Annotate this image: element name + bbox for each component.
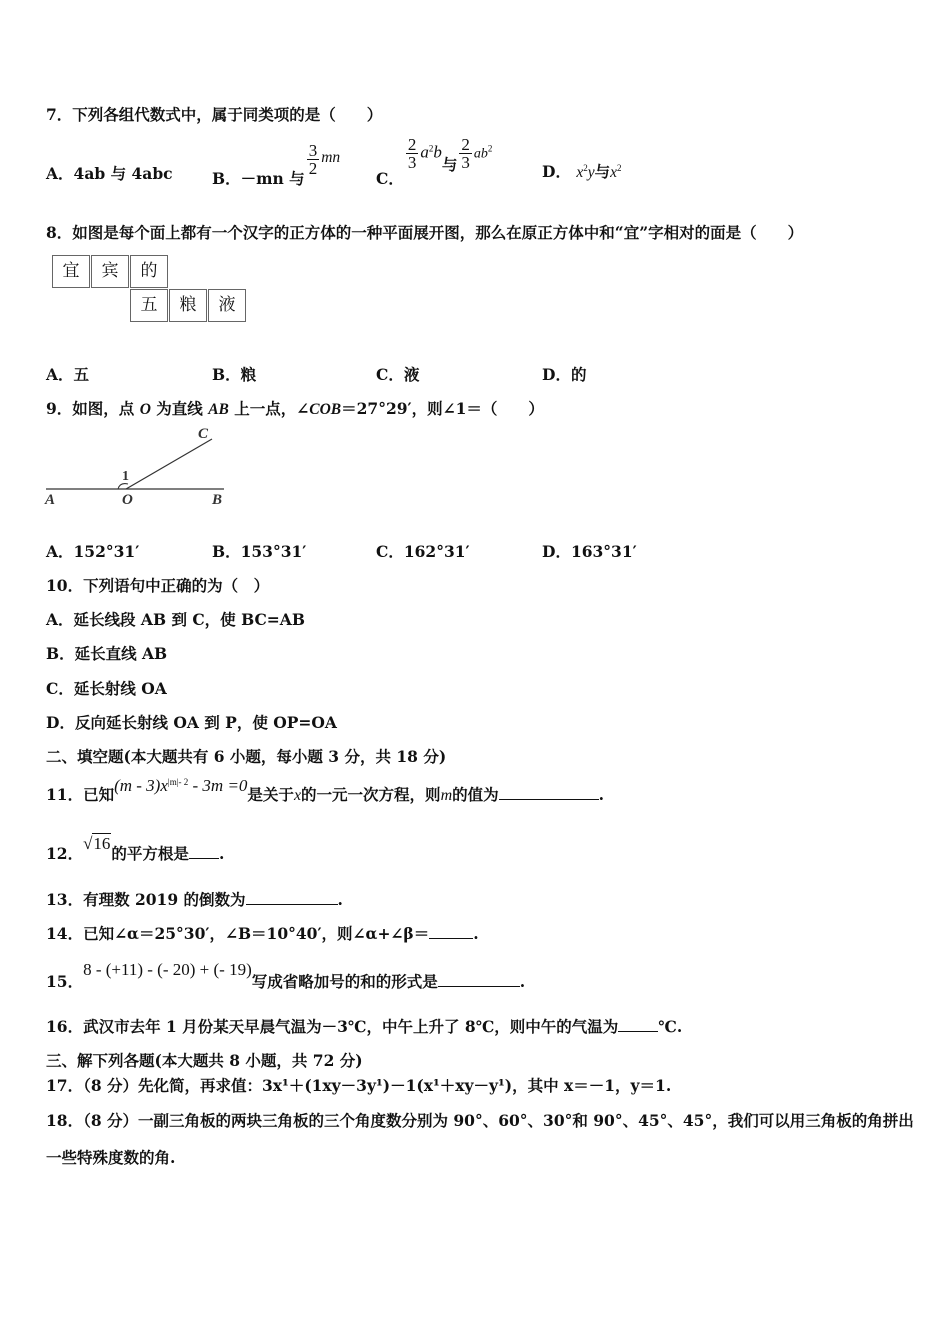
q7-option-b xyxy=(212,141,341,188)
exponent: 2 xyxy=(428,143,434,154)
q15: 15．8 - (+11) - (- 20) + (- 19)写成省略加号的和的形式是 . xyxy=(46,960,526,991)
q18-line-2: 一些特殊度数的角. xyxy=(46,1148,176,1167)
ray-oc xyxy=(126,439,212,489)
q10-option-c: C．延长射线 OA xyxy=(46,679,167,698)
answer-blank[interactable] xyxy=(438,972,520,987)
label-o: O xyxy=(122,492,133,508)
q10-option-d: D．反向延长射线 OA 到 P，使 OP=OA xyxy=(46,713,337,732)
q13: 13．有理数 2019 的倒数为 . xyxy=(46,890,343,909)
answer-blank[interactable] xyxy=(189,844,219,859)
q8-option-c: C．液 xyxy=(376,365,420,384)
exponent: 2 xyxy=(583,162,588,173)
option-label: C． xyxy=(376,168,404,188)
cube-net-figure xyxy=(52,255,252,325)
math-term: x xyxy=(576,164,584,181)
exponent: 2 xyxy=(487,143,493,154)
q10-option-b: B．延长直线 AB xyxy=(46,644,168,663)
answer-blank[interactable] xyxy=(618,1017,658,1032)
option-label: B． xyxy=(212,168,241,188)
label-angle-1: 1 xyxy=(122,469,129,484)
option-text: －mn 与 xyxy=(240,168,305,188)
q7-stem: 7．下列各组代数式中，属于同类项的是（ ） xyxy=(46,105,383,124)
math-term: x xyxy=(610,164,618,181)
net-cell-de: 的 xyxy=(130,255,168,288)
q9-option-a: A．152°31′ xyxy=(46,542,140,561)
q8-stem: 8．如图是每个面上都有一个汉字的正方体的一种平面展开图，那么在原正方体中和“宜”字相对的面是（ ） xyxy=(46,223,804,242)
math-term: y xyxy=(587,164,595,181)
net-cell-ye: 液 xyxy=(208,289,246,322)
q8-option-b: B．粮 xyxy=(212,365,257,384)
square-root: √16 xyxy=(83,834,111,853)
q14: 14．已知∠α＝25°30′，∠B＝10°40′，则∠α+∠β＝ . xyxy=(46,924,479,943)
q16: 16．武汉市去年 1 月份某天早晨气温为－3℃，中午上升了 8℃，则中午的气温为 ℃. xyxy=(46,1017,683,1036)
answer-blank[interactable] xyxy=(499,785,599,800)
math-term: mn xyxy=(321,148,341,166)
q8-option-a: A．五 xyxy=(46,365,90,384)
q10-stem: 10．下列语句中正确的为（ ） xyxy=(46,576,270,595)
q8-option-d: D．的 xyxy=(542,365,587,384)
label-b: B xyxy=(212,492,223,508)
net-cell-wu: 五 xyxy=(130,289,168,322)
q9-option-d: D．163°31′ xyxy=(542,542,637,561)
angle-figure xyxy=(40,422,240,514)
math-term: ab xyxy=(473,146,488,162)
q11: 11．已知$(m - 3)x^{|m|- 2} - 3m =0$是关于x的一元一次方程，则m的值为 . xyxy=(46,776,605,804)
q17: 17．（8 分）先化简，再求值：3x¹＋(1xy－3y¹)－1(x¹＋xy－y¹)，其中 x＝－1，y＝1. xyxy=(46,1076,672,1095)
fraction: $\frac{3}{2}$ xyxy=(308,141,318,178)
exponent: |m|- 2 xyxy=(167,776,189,787)
exponent: 2 xyxy=(617,162,622,173)
math-term: a xyxy=(420,142,429,162)
label-c: C xyxy=(198,426,209,442)
net-cell-bin: 宾 xyxy=(91,255,129,288)
q9-option-b: B．153°31′ xyxy=(212,542,307,561)
q7-option-d xyxy=(542,160,622,182)
connector: 与 xyxy=(594,162,611,181)
connector: 与 xyxy=(441,154,458,174)
q7-option-c xyxy=(376,135,493,188)
fraction: $\frac{2}{3}$ xyxy=(461,135,470,172)
option-label: D． xyxy=(542,162,571,181)
q18-line-1: 18．（8 分）一副三角板的两块三角板的三个角度数分别为 90°、60°、30°和 90°、45°、45°，我们可以用三角板的角拼出 xyxy=(46,1111,914,1130)
equation-rest: - 3m =0 xyxy=(188,776,248,795)
expression: 8 - (+11) - (- 20) + (- 19) xyxy=(83,960,252,979)
net-cell-liang: 粮 xyxy=(169,289,207,322)
section-2-heading: 二、填空题(本大题共有 6 小题，每小题 3 分，共 18 分) xyxy=(46,747,447,766)
answer-blank[interactable] xyxy=(246,890,338,905)
label-a: A xyxy=(45,492,56,508)
math-term: b xyxy=(433,142,442,162)
answer-blank[interactable] xyxy=(429,924,473,939)
q7-option-a xyxy=(46,162,173,184)
equation: (m - 3)x xyxy=(114,776,168,795)
fraction: $\frac{2}{3}$ xyxy=(407,135,417,172)
q9-stem: 9．如图，点 O 为直线 AB 上一点，∠COB＝27°29′，则∠1＝（ ） xyxy=(46,399,544,418)
net-cell-yi: 宜 xyxy=(52,255,90,288)
q12: 12．√16的平方根是 . xyxy=(46,834,225,863)
option-text: 4ab 与 4abc xyxy=(73,164,173,183)
section-3-heading: 三、解下列各题(本大题共 8 小题，共 72 分) xyxy=(46,1051,363,1070)
q10-option-a: A．延长线段 AB 到 C，使 BC=AB xyxy=(46,610,305,629)
q9-option-c: C．162°31′ xyxy=(376,542,470,561)
option-label: A． xyxy=(46,164,74,183)
